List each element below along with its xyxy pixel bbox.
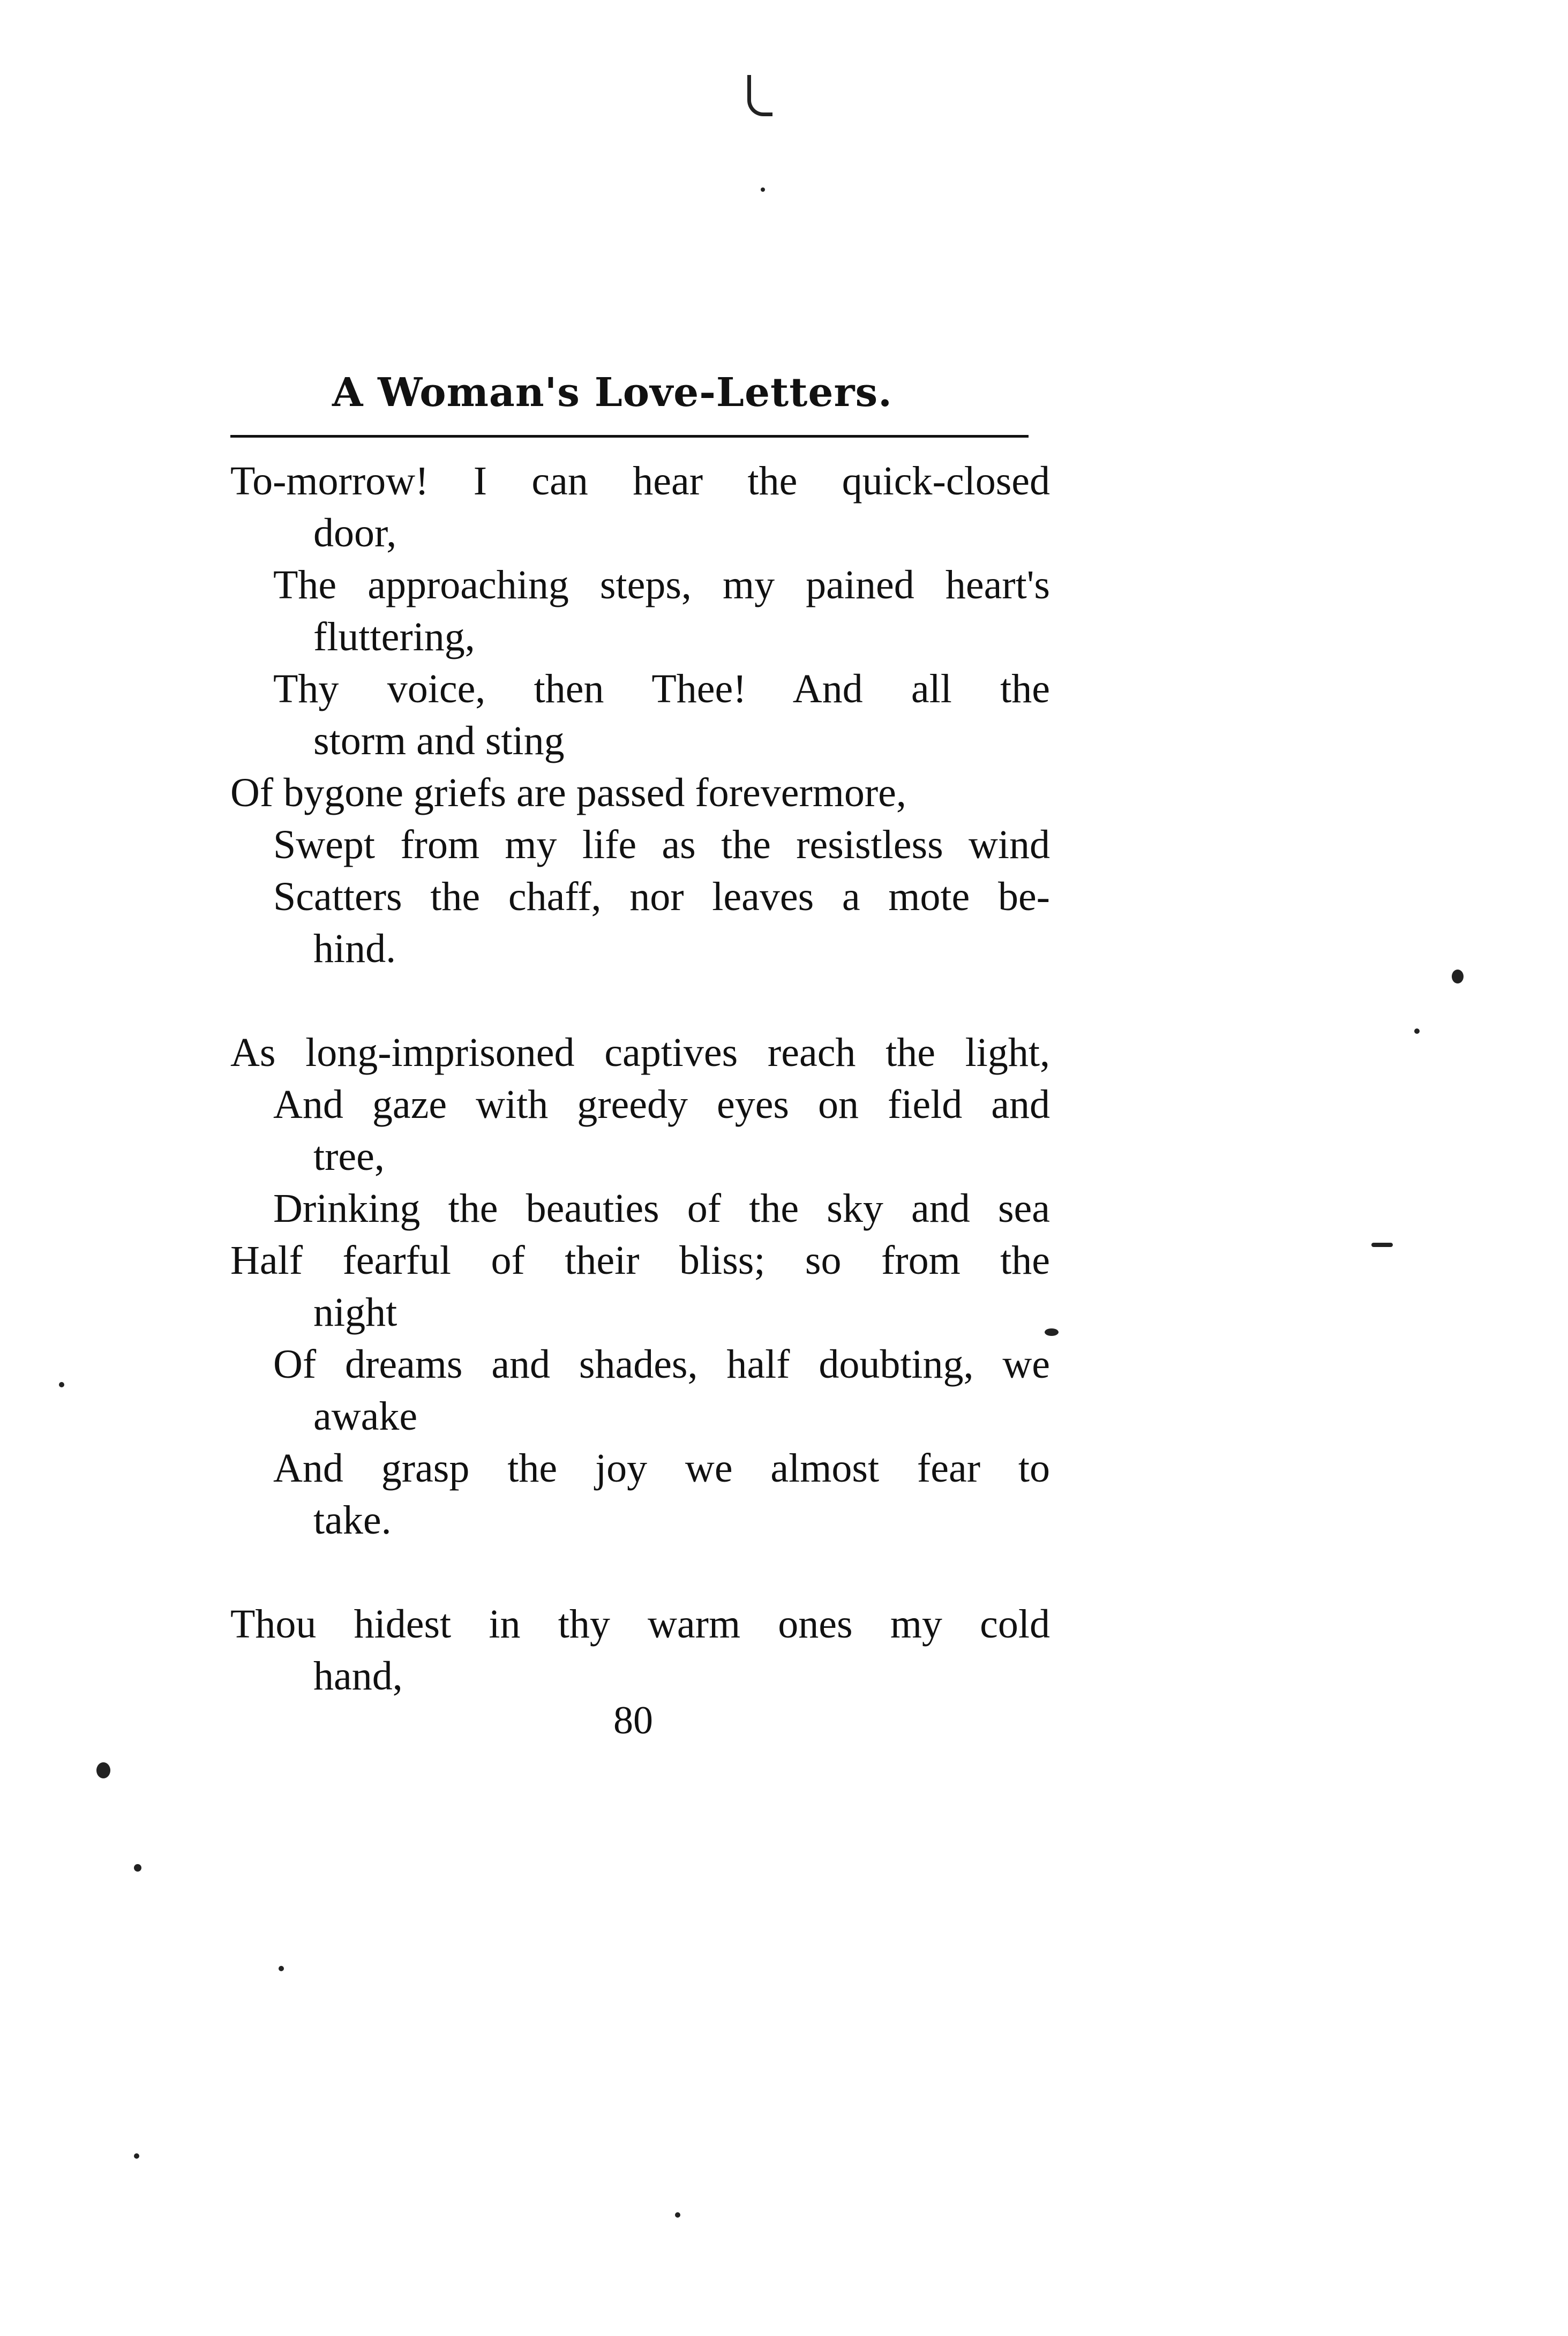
poem-line: hind. (313, 926, 396, 971)
poem-line: Thy voice, then Thee! And all the (273, 666, 1050, 711)
poem-line: Drinking the beauties of the sky and sea (273, 1186, 1050, 1231)
poem-line: Scatters the chaff, nor leaves a mote be- (273, 874, 1050, 919)
poem-line: hand, (313, 1654, 403, 1699)
poem-line: night (313, 1290, 397, 1335)
scan-speck (675, 2212, 680, 2218)
poem-line: And gaze with greedy eyes on field and (273, 1082, 1050, 1127)
poem-line: take. (313, 1498, 392, 1543)
poem-line: awake (313, 1394, 418, 1439)
poem-line: Swept from my life as the resistless wind (273, 822, 1050, 867)
scan-speck (134, 1864, 141, 1872)
poem-line: Of dreams and shades, half doubting, we (273, 1342, 1050, 1387)
poem-line: Half fearful of their bliss; so from the (230, 1238, 1050, 1283)
stanza-gap (230, 1546, 1050, 1598)
scan-speck (1045, 1328, 1059, 1336)
scan-speck (59, 1382, 64, 1387)
poem-line: Of bygone griefs are passed forevermore, (230, 770, 906, 815)
poem-line: And grasp the joy we almost fear to (273, 1446, 1050, 1491)
poem-stanza (230, 455, 1050, 975)
poem-line: To-morrow! I can hear the quick-closed (230, 459, 1050, 504)
poem-line: As long-imprisoned captives reach the light, (230, 1030, 1050, 1075)
scan-speck (1452, 970, 1464, 983)
scan-speck (1371, 1243, 1393, 1247)
scan-speck (761, 187, 765, 192)
scan-speck (1414, 1028, 1420, 1034)
scan-speck (134, 2153, 139, 2159)
poem-line: door, (313, 510, 397, 555)
stanza-gap (230, 975, 1050, 1027)
poem-line: The approaching steps, my pained heart's (273, 562, 1050, 607)
poem-stanza (230, 1027, 1050, 1546)
scan-speck (279, 1966, 284, 1971)
scan-speck (96, 1762, 110, 1778)
poem-line: storm and sting (313, 718, 565, 763)
running-header: A Woman's Love-Letters. (332, 370, 892, 416)
poem-line: Thou hidest in thy warm ones my cold (230, 1602, 1050, 1647)
poem-stanza (230, 1598, 1050, 1702)
scan-mark (747, 75, 772, 116)
poem-line: tree, (313, 1134, 385, 1179)
poem-body (230, 455, 1050, 1702)
page-number: 80 (613, 1699, 653, 1742)
poem-line: fluttering, (313, 614, 475, 659)
header-rule (230, 435, 1029, 438)
